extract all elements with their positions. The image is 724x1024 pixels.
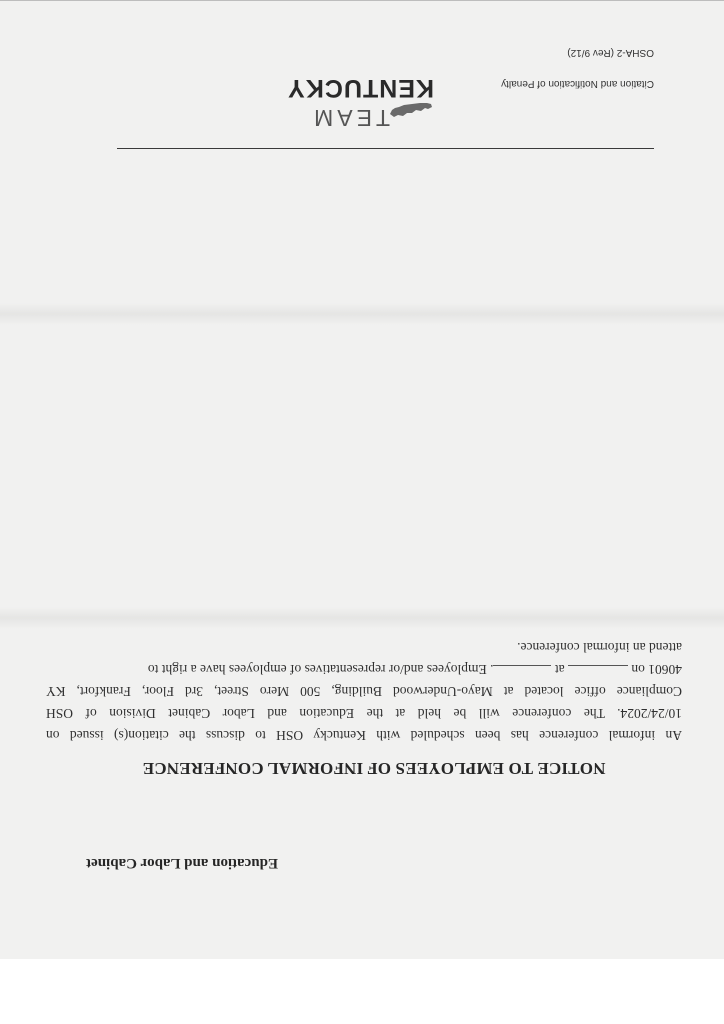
notice-line: An informal conference has been scheduled with Kentucky OSH to discuss the citation(s) issued on <box>46 728 682 743</box>
logo-kentucky-text: KENTUCKY <box>287 74 434 102</box>
notice-line: attend an informal conference. <box>517 640 682 655</box>
logo-team-text: TEAM <box>310 105 390 131</box>
kentucky-state-shape-icon <box>388 99 434 121</box>
form-number: OSHA-2 (Rev 9/12) <box>567 47 654 58</box>
notice-line-text: . Employees and/or representatives of employees have a right to <box>147 662 494 677</box>
paper-fold-shadow <box>0 303 724 325</box>
date-blank-field <box>568 665 628 680</box>
notice-line-with-blanks <box>46 658 682 680</box>
form-caption: Citation and Notification of Penalty <box>501 78 654 89</box>
notice-line-text: at <box>554 662 565 677</box>
notice-body <box>46 636 682 746</box>
notice-title: NOTICE TO EMPLOYEES OF INFORMAL CONFERENCE <box>142 759 606 778</box>
team-kentucky-logo <box>284 71 434 131</box>
time-blank-field <box>494 665 552 680</box>
paper-fold-shadow <box>0 607 724 629</box>
notice-line-text: 40601 on <box>631 662 682 677</box>
notice-line: 10/24/2024. The conference will be held at the Education and Labor Cabinet Division of OSH <box>46 706 682 721</box>
cabinet-heading: Education and Labor Cabinet <box>86 855 278 871</box>
footer-divider <box>117 148 654 149</box>
notice-line: Compliance office located at Mayo-Underwood Building, 500 Mero Street, 3rd Floor, Frankfort, KY <box>46 684 682 699</box>
